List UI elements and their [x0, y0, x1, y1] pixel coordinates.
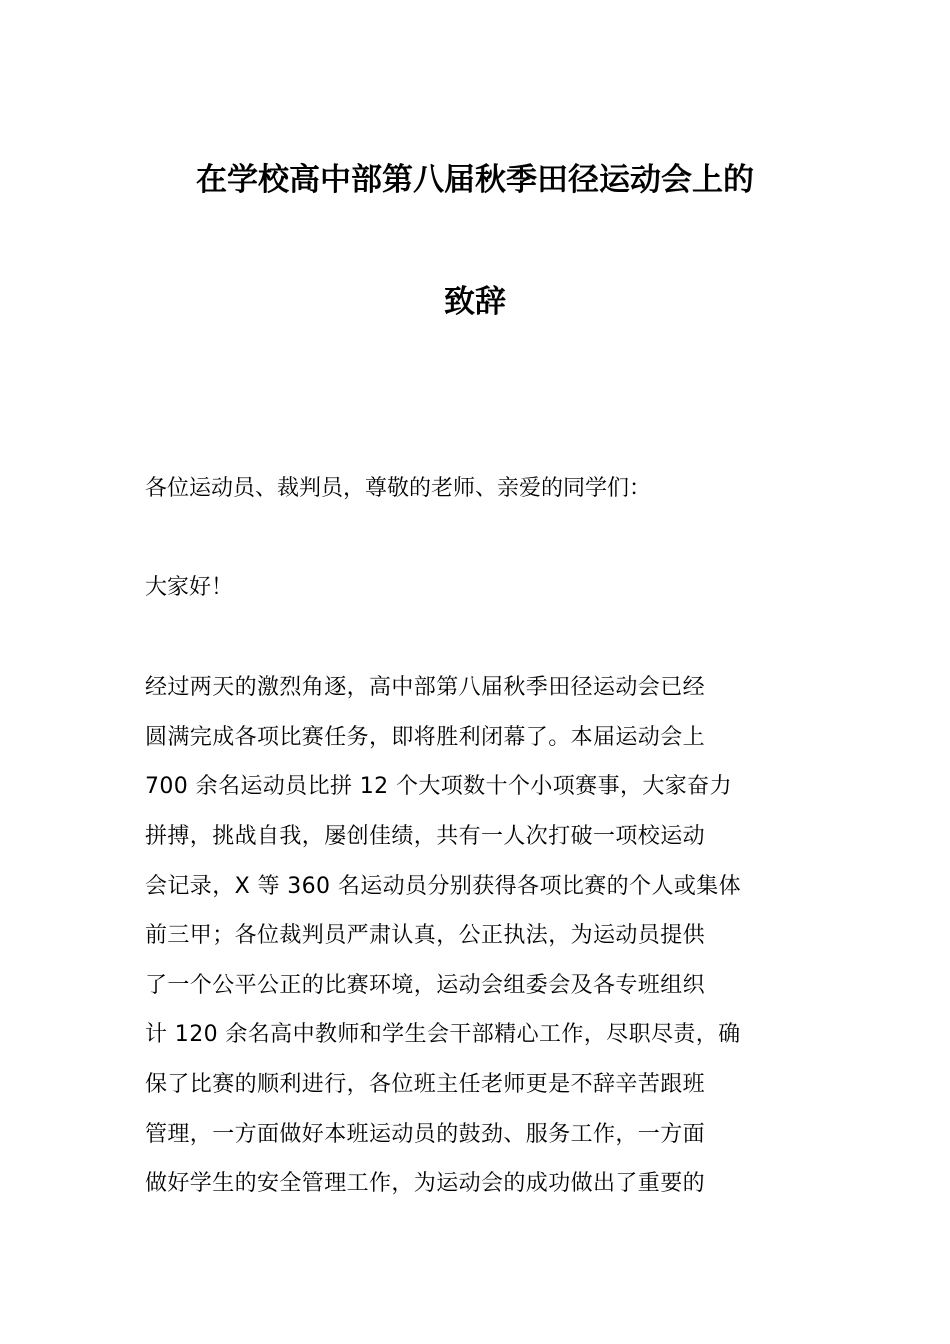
body-line: 管理，一方面做好本班运动员的鼓劲、服务工作，一方面	[145, 1122, 706, 1147]
body-line: 前三甲；各位裁判员严肃认真，公正执法，为运动员提供	[145, 923, 706, 948]
body-line: 做好学生的安全管理工作，为运动会的成功做出了重要的	[145, 1171, 706, 1196]
body-line: 会记录，X 等 360 名运动员分别获得各项比赛的个人或集体	[145, 874, 742, 899]
body-line: 经过两天的激烈角逐，高中部第八届秋季田径运动会已经	[145, 675, 706, 700]
body-line: 700 余名运动员比拼 12 个大项数十个小项赛事，大家奋力	[145, 774, 732, 799]
body-line: 圆满完成各项比赛任务，即将胜利闭幕了。本届运动会上	[145, 725, 706, 750]
body-line: 保了比赛的顺利进行，各位班主任老师更是不辞辛苦跟班	[145, 1072, 706, 1097]
body-line: 拼搏，挑战自我，屡创佳绩，共有一人次打破一项校运动	[145, 824, 706, 849]
body-line: 计 120 余名高中教师和学生会干部精心工作，尽职尽责，确	[145, 1022, 741, 1047]
title-line-1: 在学校高中部第八届秋季田径运动会上的	[196, 162, 754, 198]
salutation: 各位运动员、裁判员，尊敬的老师、亲爱的同学们：	[145, 476, 652, 501]
greeting: 大家好！	[145, 575, 234, 600]
body-line: 了一个公平公正的比赛环境，运动会组委会及各专班组织	[145, 973, 706, 998]
title-line-2: 致辞	[444, 284, 506, 320]
